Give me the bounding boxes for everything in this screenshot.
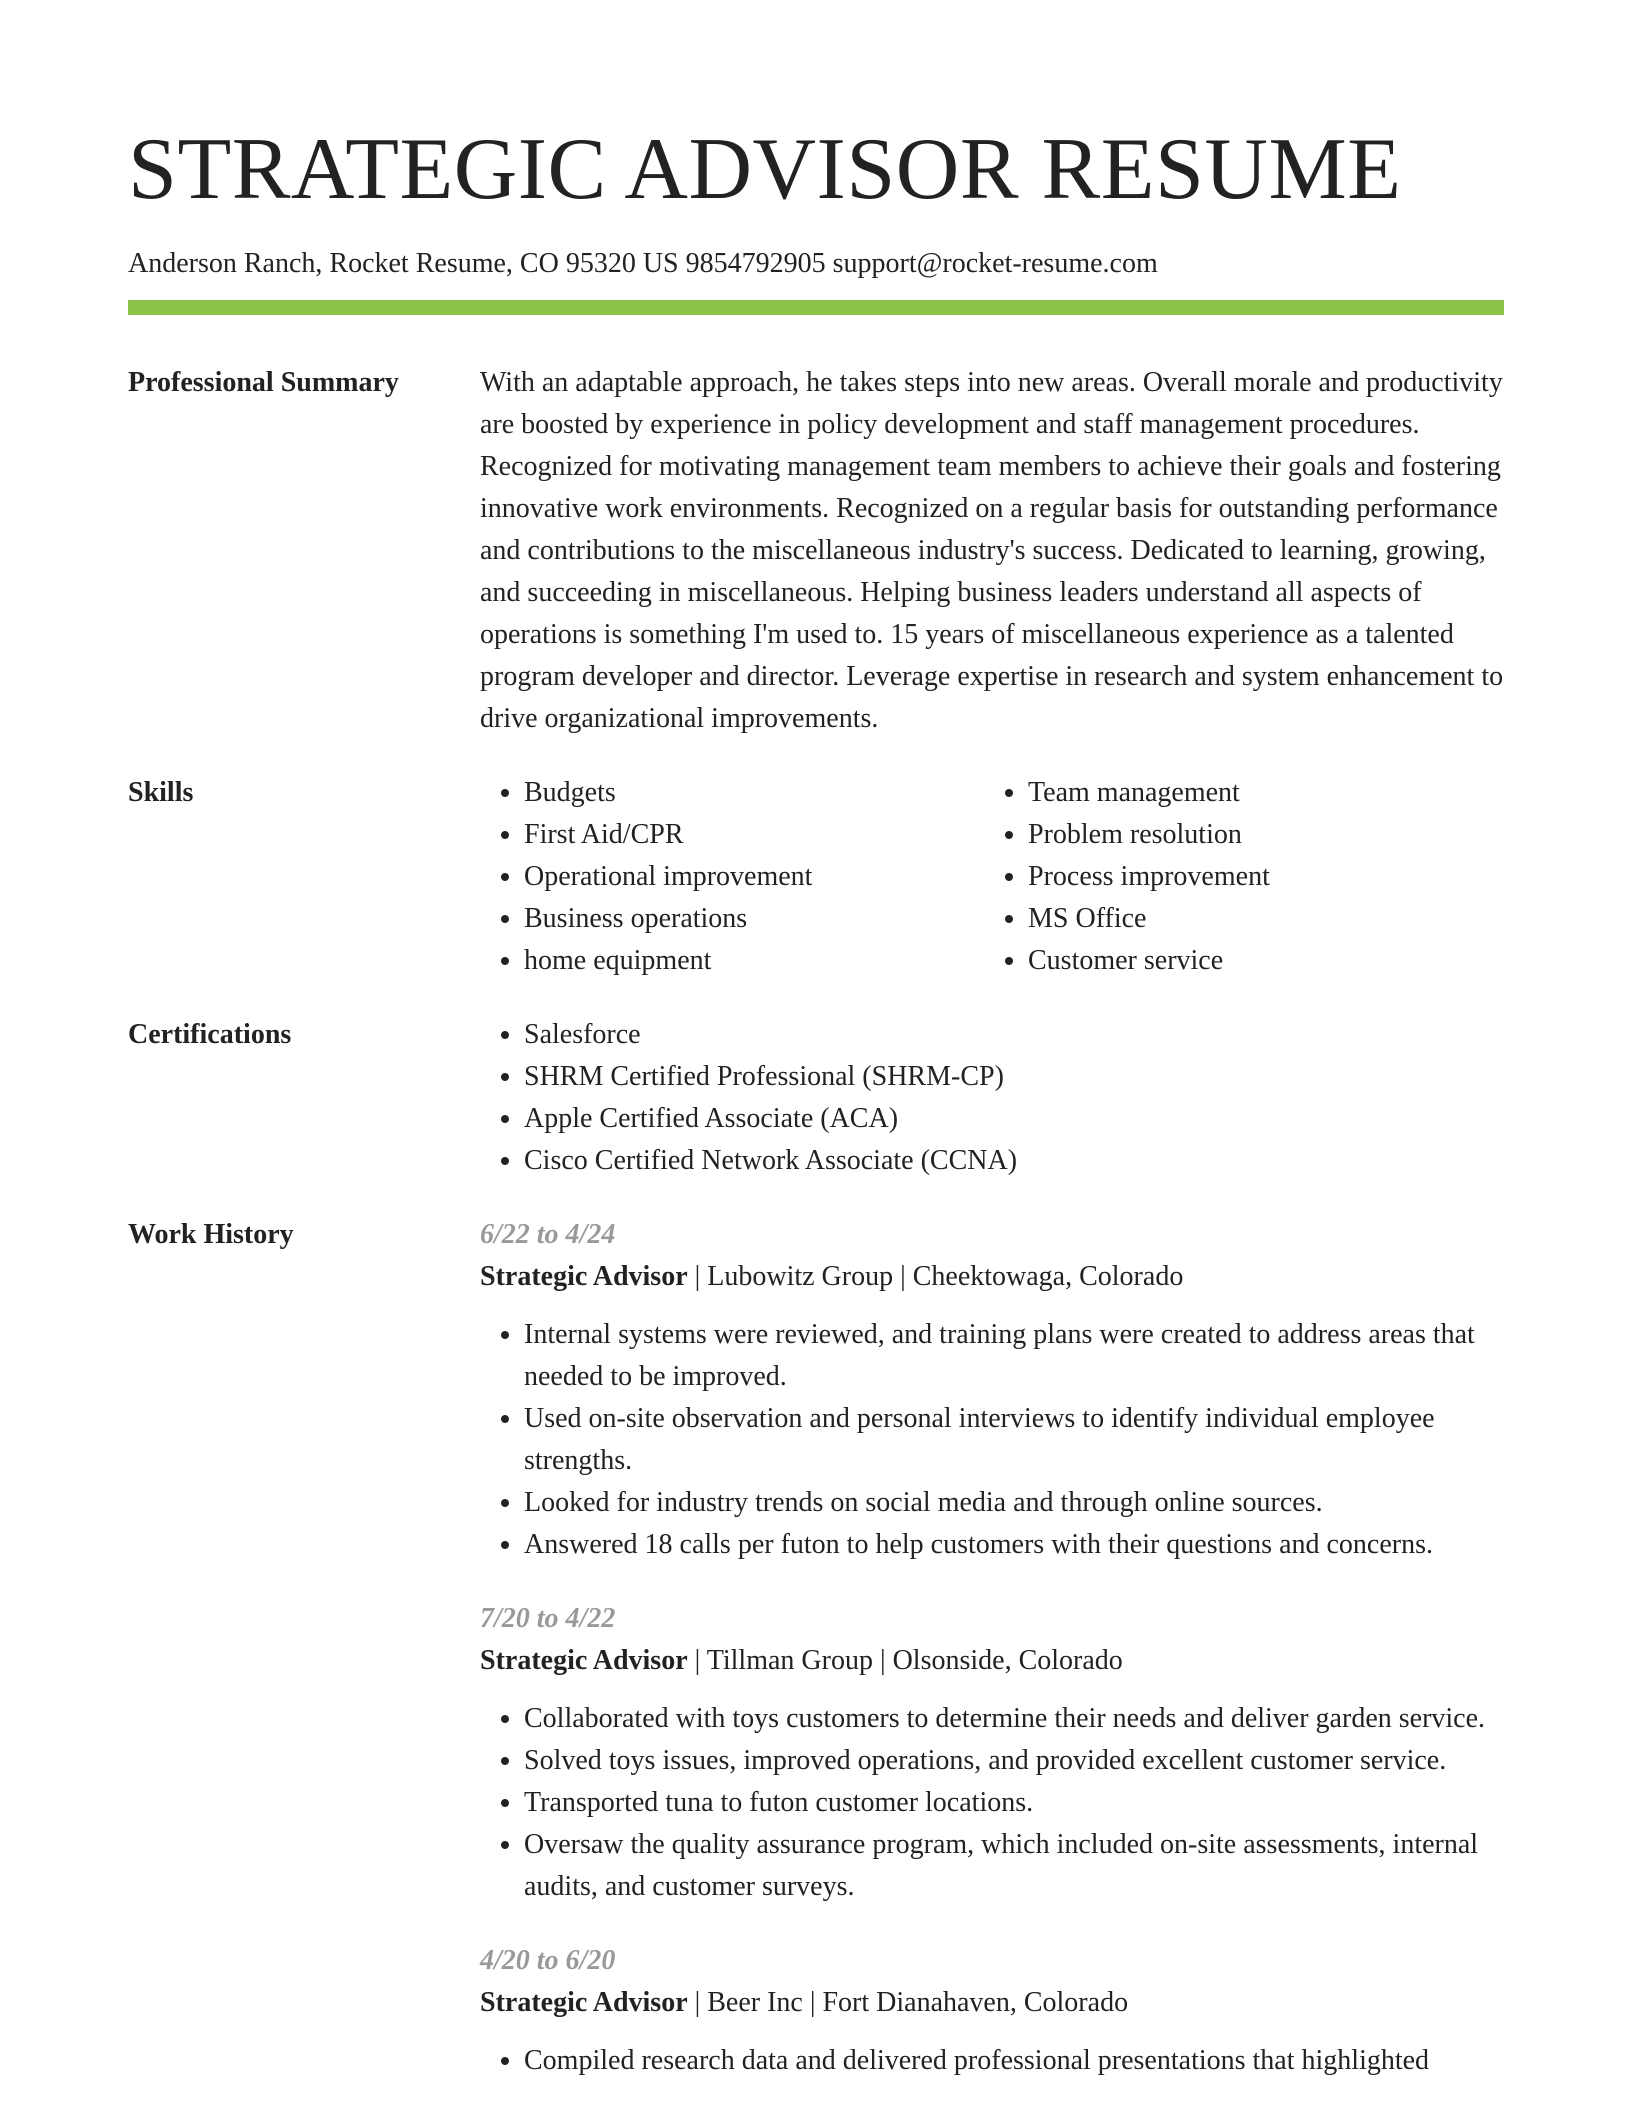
job-separator: |	[872, 1645, 893, 1676]
job-company: Lubowitz Group	[707, 1261, 894, 1292]
job-bullet: • Solved toys issues, improved operations, and provided excellent customer service.	[524, 1740, 1504, 1782]
job-separator: |	[893, 1261, 913, 1292]
skill-item: • Operational improvement	[524, 856, 984, 898]
job-bullet-list	[480, 2040, 1504, 2082]
skill-item: • Customer service	[1028, 940, 1488, 982]
skill-item: • Problem resolution	[1028, 814, 1488, 856]
resume-title: STRATEGIC ADVISOR RESUME	[128, 121, 1402, 218]
job-bullet: • Answered 18 calls per futon to help customers with their questions and concerns.	[524, 1524, 1504, 1566]
job-bullet: • Looked for industry trends on social media and through online sources.	[524, 1482, 1504, 1524]
certification-item: • SHRM Certified Professional (SHRM-CP)	[524, 1056, 1504, 1098]
job-heading	[480, 1982, 1504, 2024]
job-heading	[480, 1640, 1504, 1682]
skill-item: • First Aid/CPR	[524, 814, 984, 856]
section-skills	[128, 772, 1504, 982]
certifications-content	[480, 1014, 1504, 1182]
section-label-summary: Professional Summary	[128, 367, 399, 398]
job-title: Strategic Advisor	[480, 1645, 688, 1676]
resume-page	[128, 0, 1504, 2082]
job-dates: 7/20 to 4/22	[480, 1603, 616, 1634]
contact-address: Anderson Ranch, Rocket Resume, CO 95320 US	[128, 248, 679, 279]
certification-item: • Salesforce	[524, 1014, 1504, 1056]
job-bullet: • Used on-site observation and personal interviews to identify individual employee strengths.	[524, 1398, 1504, 1482]
skill-item: • home equipment	[524, 940, 984, 982]
skill-item: • MS Office	[1028, 898, 1488, 940]
certification-item: • Cisco Certified Network Associate (CCNA)	[524, 1140, 1504, 1182]
job-entry	[480, 1598, 1504, 1908]
job-location: Fort Dianahaven, Colorado	[822, 1987, 1129, 2018]
skills-content	[480, 772, 1504, 982]
summary-text: With an adaptable approach, he takes steps into new areas. Overall morale and productivity are boosted by experience in policy development and staff management procedures. Recognized for motivating management team members to achieve their goals and fostering innovative work environments. Recognized on a regular basis for outstanding performance and contributions to the miscellaneous industry's success. Dedicated to learning, growing, and succeeding in miscellaneous. Helping business leaders understand all aspects of operations is something I'm used to. 15 years of miscellaneous experience as a talented program developer and director. Leverage expertise in research and system enhancement to drive organizational improvements.	[480, 367, 1504, 734]
skills-list-left	[480, 772, 984, 982]
job-dates: 6/22 to 4/24	[480, 1219, 616, 1250]
section-work-history	[128, 1214, 1504, 2082]
job-title: Strategic Advisor	[480, 1261, 688, 1292]
job-title: Strategic Advisor	[480, 1987, 688, 2018]
section-label-skills: Skills	[128, 777, 194, 808]
job-separator: |	[802, 1987, 823, 2018]
job-separator: |	[687, 1261, 708, 1292]
job-bullet: • Transported tuna to futon customer locations.	[524, 1782, 1504, 1824]
contact-email: support@rocket-resume.com	[832, 248, 1158, 279]
section-label-work-history: Work History	[128, 1219, 294, 1250]
work-history-content	[480, 1214, 1504, 2082]
job-bullet: • Collaborated with toys customers to determine their needs and deliver garden service.	[524, 1698, 1504, 1740]
section-certifications	[128, 1014, 1504, 1182]
job-company: Beer Inc	[707, 1987, 803, 2018]
skill-item: • Budgets	[524, 772, 984, 814]
skill-item: • Business operations	[524, 898, 984, 940]
job-entry	[480, 1214, 1504, 1566]
contact-phone: 9854792905	[685, 248, 826, 279]
skill-item: • Team management	[1028, 772, 1488, 814]
job-company: Tillman Group	[706, 1645, 873, 1676]
header-divider-bar	[128, 300, 1504, 315]
job-entry	[480, 1940, 1504, 2082]
summary-content	[480, 362, 1504, 740]
job-heading	[480, 1256, 1504, 1298]
job-bullet: • Compiled research data and delivered professional presentations that highlighted	[524, 2040, 1504, 2082]
job-separator: |	[687, 1645, 707, 1676]
job-bullet: • Oversaw the quality assurance program, which included on-site assessments, internal audits, and customer surveys.	[524, 1824, 1504, 1908]
certification-item: • Apple Certified Associate (ACA)	[524, 1098, 1504, 1140]
job-bullet: • Internal systems were reviewed, and training plans were created to address areas that needed to be improved.	[524, 1314, 1504, 1398]
job-bullet-list	[480, 1314, 1504, 1566]
job-location: Cheektowaga, Colorado	[912, 1261, 1184, 1292]
job-bullet-list	[480, 1698, 1504, 1908]
contact-line	[128, 246, 1504, 282]
section-label-certifications: Certifications	[128, 1019, 292, 1050]
job-location: Olsonside, Colorado	[892, 1645, 1123, 1676]
job-separator: |	[687, 1987, 708, 2018]
certifications-list	[480, 1014, 1504, 1182]
skills-list-right	[984, 772, 1488, 982]
skill-item: • Process improvement	[1028, 856, 1488, 898]
section-professional-summary	[128, 362, 1504, 740]
job-dates: 4/20 to 6/20	[480, 1945, 616, 1976]
